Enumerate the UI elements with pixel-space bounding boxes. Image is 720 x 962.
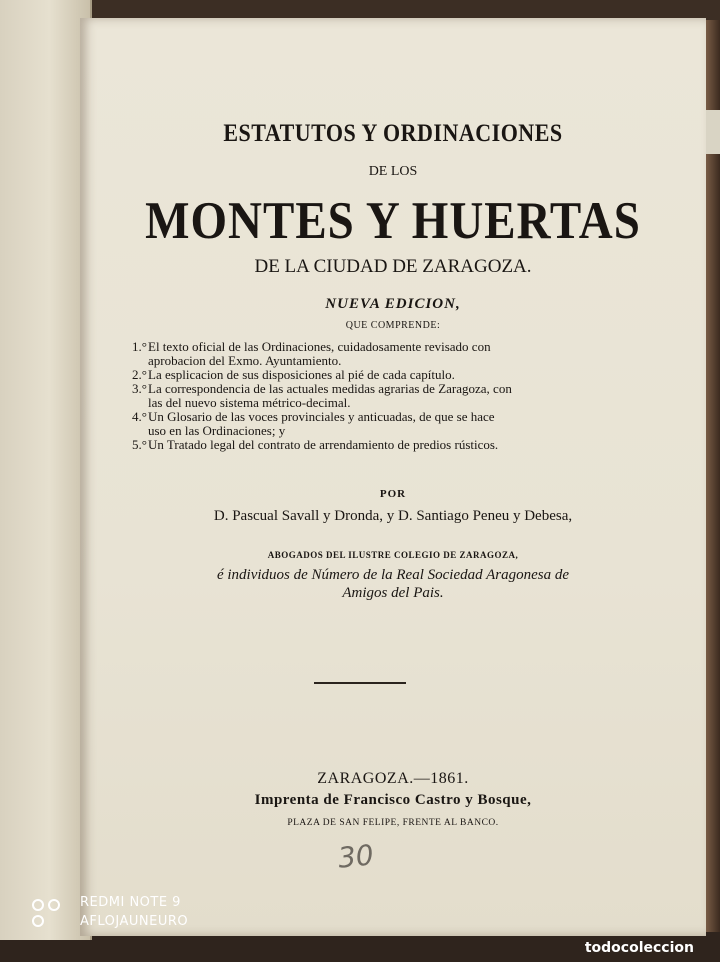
item-text: La esplicacion de sus disposiciones al pié de cada capítulo. bbox=[148, 367, 455, 382]
camera-lens-icon bbox=[30, 897, 72, 931]
item-number: 4.° bbox=[132, 409, 147, 424]
item-number: 1.° bbox=[132, 339, 147, 354]
item-text bbox=[148, 340, 612, 368]
printer: Imprenta de Francisco Castro y Bosque, bbox=[254, 792, 532, 808]
list-item bbox=[132, 368, 612, 382]
abogados-label: ABOGADOS DEL ILUSTRE COLEGIO DE ZARAGOZA, bbox=[267, 550, 519, 560]
item-line: aprobacion del Exmo. Ayuntamiento. bbox=[148, 353, 342, 368]
list-item bbox=[132, 410, 612, 438]
place-year: ZARAGOZA.—1861. bbox=[317, 770, 469, 787]
society-line-2: Amigos del Pais. bbox=[342, 585, 444, 601]
contents-list bbox=[132, 340, 612, 452]
society-line-1: é individuos de Número de la Real Sociedad Aragonesa de bbox=[216, 567, 570, 583]
left-page bbox=[0, 0, 92, 940]
main-title: MONTES Y HUERTAS bbox=[145, 191, 641, 251]
photographer-name: AFLOJAUNEURO bbox=[80, 914, 189, 929]
list-item bbox=[132, 340, 612, 368]
divider-rule bbox=[314, 682, 406, 684]
item-line: las del nuevo sistema métrico-decimal. bbox=[148, 395, 351, 410]
item-number: 3.° bbox=[132, 381, 147, 396]
list-item bbox=[132, 382, 612, 410]
por-label: POR bbox=[379, 488, 407, 500]
title-page bbox=[80, 18, 706, 936]
item-line: uso en las Ordinaciones; y bbox=[148, 423, 286, 438]
item-line: Un Glosario de las voces provinciales y anticuadas, de que se hace bbox=[148, 409, 495, 424]
site-watermark: todocoleccion bbox=[584, 940, 694, 956]
item-text bbox=[148, 410, 612, 438]
handwritten-number: 30 bbox=[336, 838, 376, 875]
comprende-label: QUE COMPRENDE: bbox=[345, 320, 441, 331]
printer-address: PLAZA DE SAN FELIPE, FRENTE AL BANCO. bbox=[287, 818, 499, 828]
society-affiliation bbox=[80, 566, 706, 602]
item-line: El texto oficial de las Ordinaciones, cuidadosamente revisado con bbox=[148, 339, 491, 354]
authors: D. Pascual Savall y Dronda, y D. Santiago Peneu y Debesa, bbox=[213, 508, 573, 524]
title-line-2: DE LOS bbox=[368, 164, 418, 179]
paper-tab bbox=[704, 110, 720, 154]
edition-label: NUEVA EDICION, bbox=[325, 296, 461, 312]
device-name: REDMI NOTE 9 bbox=[80, 895, 181, 910]
title-line-4: DE LA CIUDAD DE ZARAGOZA. bbox=[254, 256, 532, 277]
item-number: 2.° bbox=[132, 367, 147, 382]
item-text bbox=[148, 382, 612, 410]
item-number: 5.° bbox=[132, 437, 147, 452]
list-item bbox=[132, 438, 612, 452]
title-line-1: ESTATUTOS Y ORDINACIONES bbox=[223, 118, 563, 147]
camera-watermark bbox=[30, 893, 250, 935]
item-text: Un Tratado legal del contrato de arrendamiento de predios rústicos. bbox=[148, 437, 499, 452]
item-line: La correspondencia de las actuales medidas agrarias de Zaragoza, con bbox=[148, 381, 512, 396]
